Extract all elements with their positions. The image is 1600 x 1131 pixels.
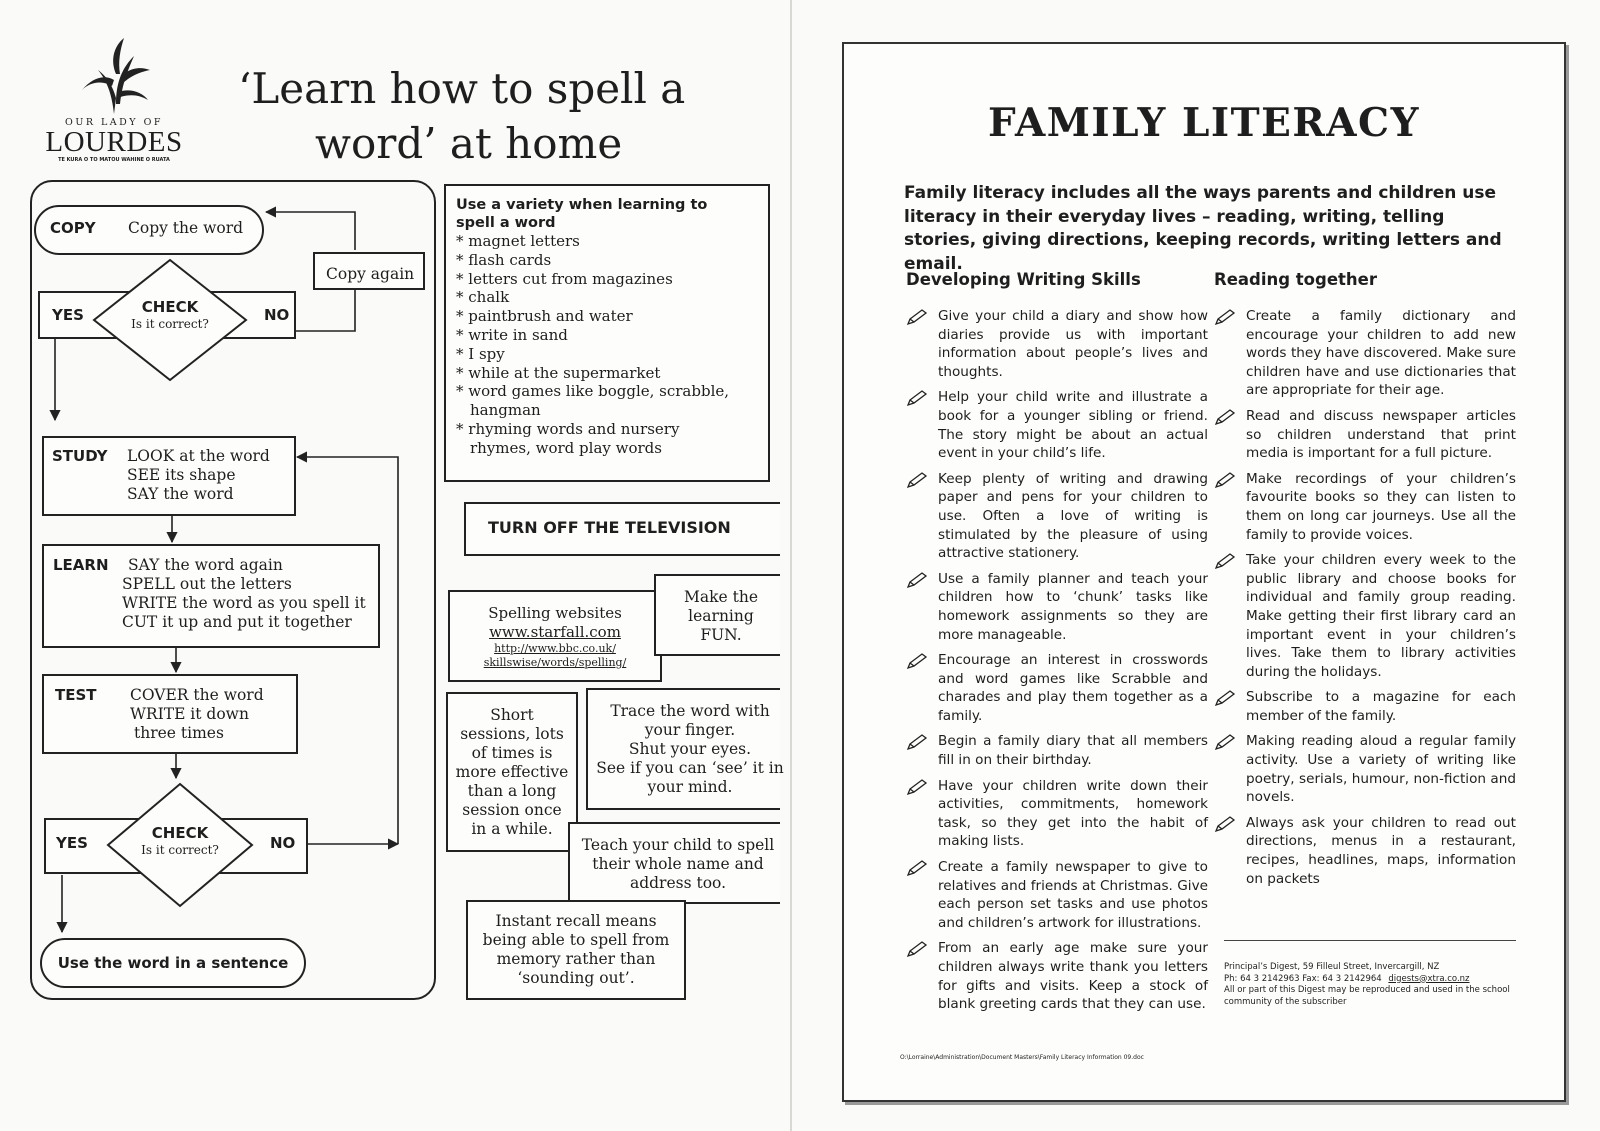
pencil-icon [906,389,928,407]
variety-item: hangman [470,401,541,420]
website-link[interactable]: www.starfall.com [489,623,621,641]
pencil-icon [1214,408,1236,426]
file-path: O:\Lorraine\Administration\Document Masters\Family Literacy Information 09.doc [900,1054,1144,1061]
websites-content [448,604,662,670]
recall-line: ‘sounding out’. [517,969,635,987]
writing-item-text: Create a family newspaper to give to relatives and friends at Christmas. Give each person set tasks and use photos and children’s artwork for illustrations. [938,859,1208,931]
writing-item-text: Help your child write and illustrate a book for a younger sibling or friend. The story might be about an actual event in your child’s life. [938,389,1208,462]
pencil-icon [1214,815,1236,833]
reading-heading: Reading together [1214,270,1377,289]
list-item [1214,814,1516,888]
recall-line: memory rather than [496,950,656,968]
writing-item-text: Have your children write down their activities, commitments, homework task, so they get into the habit of making lists. [938,777,1208,850]
footer-phone-label: Ph: [1224,973,1238,984]
variety-item: * paintbrush and water [456,307,633,326]
test-lines [130,686,264,743]
copy-text: Copy the word [128,219,244,237]
list-item [1214,688,1516,725]
variety-item: * I spy [456,344,505,363]
list-item [906,858,1208,932]
page-title-line1: ‘Learn how to spell a [238,64,686,113]
footer-fax-label: Fax: [1302,973,1320,984]
variety-item: * flash cards [456,250,552,269]
logo-name: LOURDES [45,126,183,158]
short-line: sessions, lots [460,725,564,743]
pencil-icon [1214,308,1236,326]
pencil-icon [906,652,928,670]
short-line: more effective [455,763,569,781]
teach-line: Teach your child to spell [581,836,775,854]
pencil-icon [906,940,928,958]
writing-heading: Developing Writing Skills [906,270,1141,289]
website-link[interactable]: skillswise/words/spelling/ [483,656,627,669]
pencil-icon [906,733,928,751]
variety-heading: Use a variety when learning to [456,197,708,213]
logo-line1: OUR LADY OF [65,117,163,128]
check1-subtitle: Is it correct? [131,317,209,331]
list-item [906,732,1208,769]
footer-contact [1224,974,1524,986]
variety-item: * magnet letters [456,232,580,250]
final-text: Use the word in a sentence [57,954,289,972]
pencil-icon [1214,733,1236,751]
writing-item-text: Encourage an interest in crosswords and word games like Scrabble and charades and play them together as a family. [938,652,1208,724]
trace-content [592,702,788,797]
reading-item-text: Read and discuss newspaper articles so children understand that print media is important for a full picture. [1246,407,1516,462]
short-content [446,706,578,839]
study-label: STUDY [52,447,108,465]
short-line: than a long [467,782,557,800]
variety-heading: spell a word [456,215,556,231]
right-page [842,42,1566,1102]
check1-no: NO [264,306,290,324]
footer [1224,962,1524,1008]
trace-line: Shut your eyes. [628,740,752,758]
variety-item: * letters cut from magazines [456,269,673,288]
copy-again-text: Copy again [326,265,415,283]
footer-fax: 64 3 2142964 [1322,973,1382,984]
footer-rule [1224,940,1516,941]
teach-line: their whole name and [592,855,764,873]
test-line: WRITE it down [130,705,249,723]
variety-item: * write in sand [456,325,568,344]
list-item [906,939,1208,1013]
variety-item: * chalk [456,288,510,307]
learn-label: LEARN [53,556,109,574]
trace-line: your finger. [644,721,736,739]
pencil-icon [906,859,928,877]
fun-content [656,588,786,645]
short-line: session once [462,801,562,819]
pencil-icon [906,778,928,796]
check1-title: CHECK [141,298,199,316]
reading-item-text: Make recordings of your children’s favourite books so they can listen to them on long car journeys. Use all the family to provide voices. [1246,470,1516,543]
short-line: in a while. [471,820,553,838]
fun-line: Make the [684,588,758,606]
footer-email[interactable]: digests@xtra.co.nz [1388,973,1470,984]
variety-item: * word games like boggle, scrabble, [456,382,730,401]
learn-lines [122,556,366,632]
variety-item: rhymes, word play words [470,438,662,457]
variety-item: * rhyming words and nursery [456,419,680,438]
check1-yes: YES [52,306,84,324]
teach-content [572,836,784,893]
reading-item-text: Making reading aloud a regular family activity. Use a variety of writing like poetry, serials, humour, non-fiction and novels. [1246,733,1516,806]
trace-line: Trace the word with [610,702,770,720]
intro-text: Family literacy includes all the ways parents and children use literacy in their everyday lives – reading, writing, telling stories, giving directions, keeping records, writing letters and email. [904,183,1502,274]
study-line: LOOK at the word [127,447,270,465]
list-item [1214,470,1516,544]
reading-item-text: Always ask your children to read out directions, menus in a restaurant, recipes, headlines, maps, information on packets [1246,814,1516,887]
recall-line: being able to spell from [482,931,670,949]
check2-subtitle: Is it correct? [141,843,219,857]
list-item [906,388,1208,462]
study-line: SEE its shape [127,466,236,484]
variety-item: * while at the supermarket [456,363,661,382]
websites-title: Spelling websites [488,604,622,622]
short-line: Short [490,706,534,724]
writing-item-text: Keep plenty of writing and drawing paper and pens for your children to use. Often a love of writing is stimulated by the pleasure of using attractive stationery. [938,470,1208,562]
reading-list [1214,307,1516,888]
footer-note: community of the subscriber [1224,996,1347,1007]
writing-list [906,307,1208,1014]
list-item [1214,551,1516,681]
pencil-icon [1214,471,1236,489]
writing-item-text: Use a family planner and teach your children how to ‘chunk’ tasks like homework assignments so they are more manageable. [938,570,1208,643]
pencil-icon [1214,552,1236,570]
reading-item-text: Take your children every week to the public library and choose books for individual and family group reading. Make getting their first library card an important event in your children’s lives. Take them to library activities during the holidays. [1246,552,1516,680]
footer-phone: 64 3 2142963 [1240,973,1300,984]
check2-yes: YES [56,834,88,852]
website-link[interactable]: http://www.bbc.co.uk/ [494,642,616,655]
reading-item-text: Create a family dictionary and encourage your children to add new words they have discovered. Make sure children have and use dictionaries that are appropriate for their age. [1246,308,1516,399]
tv-text: TURN OFF THE TELEVISION [488,518,731,537]
reading-item-text: Subscribe to a magazine for each member of the family. [1246,689,1516,724]
reading-column [1214,270,1516,895]
study-line: SAY the word [127,485,234,503]
copy-label: COPY [50,219,96,237]
footer-address: Principal’s Digest, 59 Filleul Street, Invercargill, NZ [1224,962,1440,972]
pencil-icon [906,571,928,589]
page-divider [790,0,792,1131]
writing-item-text: From an early age make sure your children always write thank you letters for gifts and visits. Keep a stock of blank greeting cards that they can use. [938,940,1208,1013]
list-item [1214,732,1516,806]
writing-column [906,270,1208,1021]
pencil-icon [1214,689,1236,707]
list-item [906,777,1208,851]
variety-content [456,196,764,458]
fun-line: learning [688,607,754,625]
page-title-line2: word’ at home [315,119,623,168]
recall-line: Instant recall means [495,912,657,930]
writing-item-text: Give your child a diary and show how diaries provide us with important information about people’s lives and thoughts. [938,308,1208,380]
test-label: TEST [55,686,97,704]
learn-line: SAY the word again [128,556,283,574]
learn-line: WRITE the word as you spell it [122,594,366,612]
test-line: COVER the word [130,686,264,704]
list-item [1214,407,1516,463]
logo-motto: TE KURA O TO MATOU WAHINE O RUATA [58,157,170,163]
pencil-icon [906,471,928,489]
fun-line: FUN. [700,626,742,644]
list-item [906,307,1208,381]
learn-line: CUT it up and put it together [122,613,352,631]
pencil-icon [906,308,928,326]
learn-line: SPELL out the letters [122,575,292,593]
writing-item-text: Begin a family diary that all members fill in on their birthday. [938,733,1208,769]
footer-note: All or part of this Digest may be reproduced and used in the school [1224,985,1510,995]
teach-line: address too. [629,874,727,892]
check2-title: CHECK [151,824,209,842]
list-item [1214,307,1516,400]
test-line: three times [134,724,224,742]
check2-no: NO [270,834,296,852]
study-lines [127,447,270,504]
list-item [906,570,1208,644]
right-page-title: FAMILY LITERACY [988,100,1420,146]
trace-line: your mind. [647,778,733,796]
list-item [906,651,1208,725]
short-line: of times is [471,744,553,762]
list-item [906,470,1208,563]
recall-content [466,912,686,988]
trace-line: See if you can ‘see’ it in [596,759,784,777]
